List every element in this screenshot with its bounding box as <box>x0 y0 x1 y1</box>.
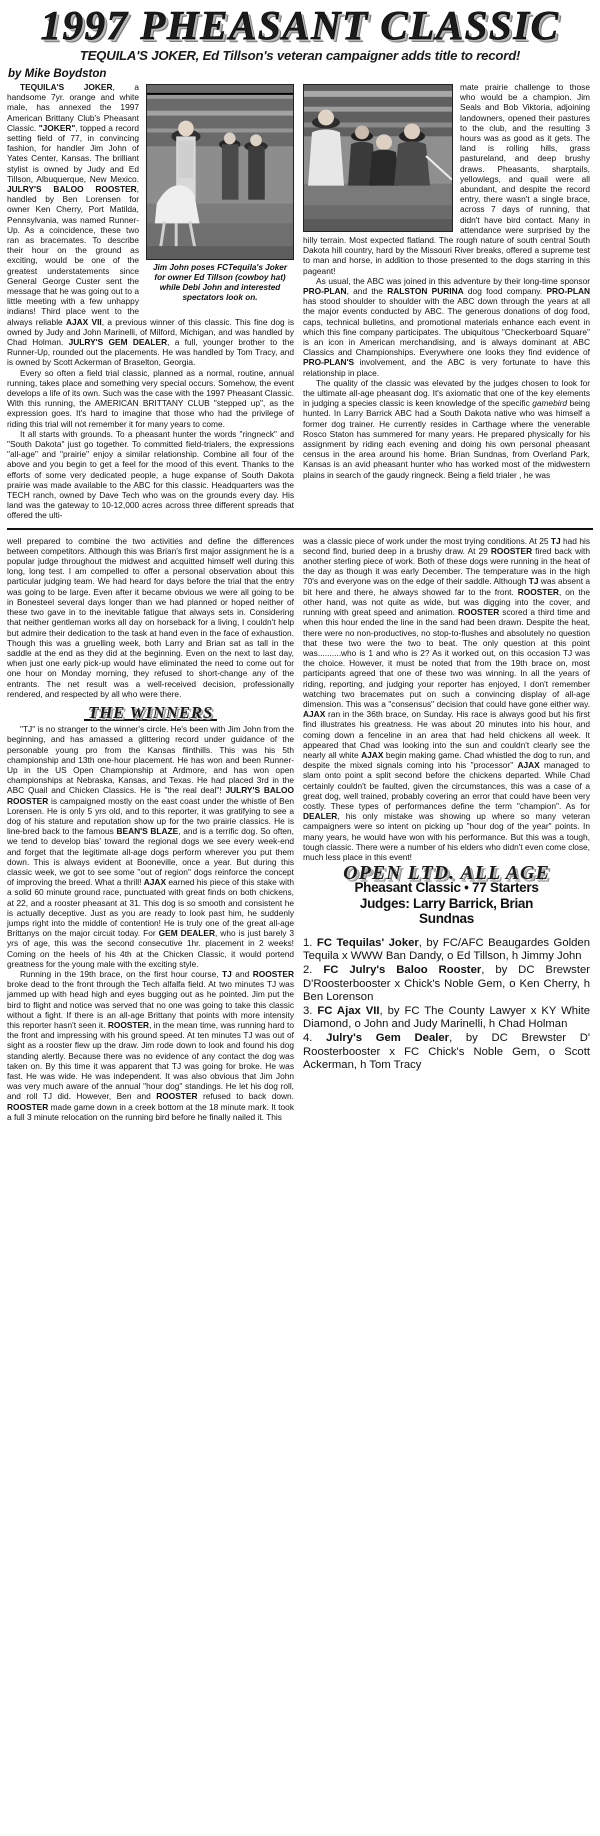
paragraph-three: It all starts with grounds. To a pheasant hunter the words "ringneck" and "South Dakota" just go together. To committed field-trialers, the expressions "all-age" and "prairie" enjoy a similar relationship. Combine all four of the above and you begin to get a feel for the mood of this event. Thanks to the efforts of some very dedicated people, a huge expanse of South Dakota prairie was made available to the ABC for this classic. Headquarters was the TECH ranch, owned by Dave Tech who was on the grounds every day. His land was the gateway to 10-12,000 acres across three different spreads that offered the ulti- <box>7 428 294 521</box>
gamebird-italic: gamebird <box>532 398 568 409</box>
brace-narrative <box>303 536 590 863</box>
results-detail: , by DC Brewster D'Roosterbooster x Chick's Noble Gem, o Ken Cherry, h Ben Lorenson <box>303 964 590 1004</box>
dog-beans-blaze: BEAN'S BLAZE <box>116 826 179 837</box>
results-subtitle <box>303 880 590 927</box>
b1e: fired back with another sterling piece of work. Both of these dogs were running in the heat of the day as though it was early December. The temperature was in the high 70's and everyone was on the edge of their saddle. Although <box>303 545 590 587</box>
paragraph-right-three <box>303 378 590 480</box>
results-dog-name: Julry's Gem Dealer <box>326 1032 450 1045</box>
left-column-bottom <box>7 536 294 1122</box>
results-place: 4. <box>303 1032 327 1045</box>
top-columns <box>0 82 600 521</box>
w2c: and <box>231 969 253 979</box>
r2e: dog food company. <box>463 286 547 296</box>
winners-paragraph-2 <box>7 969 294 1122</box>
left-column-top <box>7 82 294 521</box>
b1s: , his only mistake was showing up where so many veteran campaigners were so intent on picking up "hour dog of the year" points. In many years, he would have won with his performance. But this was a tough, tough classic. There were a number of his elders who didn't even come close, much less place in this event! <box>303 811 590 862</box>
b1o: begin making game. Chad whistled the dog to run, and despite the mixed signals coming into his "processor" <box>303 749 590 771</box>
sponsor-ralston-purina: RALSTON PURINA <box>387 286 464 296</box>
dog-baloo-rooster: JULRY'S BALOO ROOSTER <box>7 785 294 806</box>
photo-figure-group <box>303 84 453 232</box>
b1i: , on the other hand, was not quite as wide, but was digging into the cover, and running with great speed and animation. <box>303 586 590 618</box>
article-right-bottom <box>303 536 590 1073</box>
p1i: , a full, younger brother to the Runner-Up, rounded out the placements. He was handled by Tom Tracy, and is owned by Scott Ackerman of Braselton, Georgia. <box>7 337 295 368</box>
results-dog-name: FC Tequilas' Joker <box>316 936 419 949</box>
results-subtitle-line-3: Sundnas <box>419 911 474 927</box>
results-dog-name: FC Julry's Baloo Rooster <box>323 964 482 977</box>
w1i: , who is just barely 3 yrs of age, this was the second consecutive 1hr. placement in 2 weeks! Coming on the heels of his 4th at the Chicken Classic, it would portend greatness for the young male with the exciting style. <box>7 928 295 969</box>
w1e: , and is a terrific dog. So often, we tend to develop bias' toward the regional dogs we see every week-end and forget that the legitimate all-age dogs perform wherever you put them down. This is always evident at Booneville, once a year. But during this classic week, we got to see some "out of region" dogs reinforce the concept of improving the breed. What a thrill! <box>7 826 294 888</box>
paragraph-right-two <box>303 276 590 378</box>
b1: was a classic piece of work under the most trying conditions. At 25 <box>303 535 551 546</box>
results-title: OPEN LTD. ALL AGE <box>343 862 550 885</box>
bottom-columns <box>0 536 600 1122</box>
b1k: scored a third time and when this hour ended the line in the sand had been drawn. Despite the heat, there were no non-productives, no stop-to-flushes and absolutely no question that these two were the two to beat. The only question at this point was..........who is 1 and who is 2? As it worked out, on this occasion TJ was the choice. However, it must be noted that from the 19th brace on, most participants agreed that one of these two was winning. In all the years of riding, reporting, and judging your reporter has enjoyed, I don't remember watching two bracemates put on such a convincing display of all-age dimension. This was a "consensus" decision that could have gone either way. <box>303 607 590 709</box>
results-panel <box>303 862 591 1073</box>
results-subtitle-line-1: Pheasant Classic • 77 Starters <box>354 880 539 896</box>
article-right-top <box>303 82 590 480</box>
b1m: ran in the 36th brace, on Sunday. His race is always good but his first find illustrates his greatness. He was about 20 minutes into his hour, and coming down a fenceline in an area that had held chickens all week. It appeared that Chad was looking into the sun and couldn't clearly see the nearly all white <box>303 709 590 760</box>
b1q: managed to slam onto point a split second before the chickens departed. While Chad certainly couldn't be faulted, given the circumstances, this was a case of a great dog, well trained, probably covering an error that could have been very costly. These types of performances define the term "champion". As for <box>303 760 591 811</box>
results-entry <box>303 1005 590 1032</box>
p1h: JULRY'S GEM DEALER <box>68 337 168 348</box>
photo-caption: Jim John poses FCTequila's Joker for owner Ed Tillson (cowboy hat) while Debi John and interested spectators look on. <box>152 262 288 302</box>
results-entry <box>303 1032 590 1073</box>
article-paragraph-1 <box>7 82 294 521</box>
r2f: PRO-PLAN <box>546 286 591 296</box>
dog-rooster-6: ROOSTER <box>517 586 559 597</box>
r2a: As usual, the ABC was joined in this adventure by their long-time sponsor <box>316 275 590 286</box>
dog-ajax-2: AJAX <box>303 709 326 720</box>
page-subtitle: TEQUILA'S JOKER, Ed Tillson's veteran campaigner adds title to record! <box>79 47 521 63</box>
dog-rooster-4: ROOSTER <box>7 1101 49 1112</box>
p1a: , a handsome 7yr. orange and white male, has annexed the 1997 American Brittany Club's Pheasant Classic. <box>7 81 140 133</box>
dog-rooster-3: ROOSTER <box>156 1091 198 1102</box>
results-place: 1. <box>303 936 317 949</box>
w2g: , in the mean time, was running hard to the front and impressing with his ground speed. At ten minutes TJ was out of sight as a rooster flew up the draw. Jim rode down to look and found his dog standing alertly. Because there was no evidence of any contact the dog was taken on. By this time it was apparent that TJ was going for broke. He was fast. He was wide. He was independent. It was also obvious that Jim John was very much aware of the annual "hour dog" standings. He let his dog roll, and roll TJ did. However, Ben and <box>7 1020 294 1102</box>
results-entry <box>303 937 590 964</box>
results-detail: , by FC/AFC Beaugardes Golden Tequila x WWW Ban Dandy, o Ed Tillson, h Jimmy John <box>303 936 590 963</box>
dog-rooster-1: ROOSTER <box>252 969 294 979</box>
photo-image <box>147 85 293 259</box>
judges-paragraph: well prepared to combine the two activities and define the differences between competitors. Although this was Brian's first major assignment he is a popular judge throughout the midwest and acquitted himself well during this long, long test. I am compelled to offer a personal observation about this particular judging team. We had heard for days before the trial that the entry was going to be large. Even after it became obvious we were all going to be in Bonesteel several days longer than we had planned or hoped neither of these two gave in to the inevitable fatigue that always sets in. Considering that neither gentleman works all day on horseback for a living, I couldn't help but admire their dedication to the task at hand even in the face of exhaustion. Though this was a gruelling week, both Larry and Brian sat as tall in the saddle at the end as they did at the beginning. Even on the next to last day, when just one early pick-up would have eliminated the need to come out for one hour on Monday morning, they refused to short-change any of the entrants. The net result was a well-received decision, professionally rendered, and respected by all who were there. <box>7 535 294 699</box>
paragraph-two: Every so often a field trial classic, planned as a normal, routine, annual running, takes place and something very special occurs. Somehow, the event develops a life of its own. Such was the case with the 1997 Pheasant Classic. With this running, the AMERICAN BRITTANY CLUB "stepped up", as the expression goes. It's hard to imagine that those who had the privilege of riding this trial will not remember it for many years to come. <box>7 367 294 429</box>
b1g: was absent a bit here and there, he always showed far to the front. <box>303 576 590 597</box>
dog-dealer: DEALER <box>303 811 338 822</box>
p1g: , a previous winner of this classic. This fine dog is owned by Judy and John Marinelli, of Milford, Michigan, and was handled by Chad Holman. <box>7 316 294 348</box>
p1d: JULRY'S BALOO ROOSTER <box>7 183 137 194</box>
r2g: has stood shoulder to shoulder with the ABC down through the years at all the major events conducted by ABC. The generous donations of dog food, caps, technical bulletins, and promotional materials enhance each event in which this fine company participates. The ubiquitous "Checkerboard Square" is an icon in American merchandising, and is always dominant at ABC Classics and Championships. Everywhere one looks they find evidence of <box>303 296 590 358</box>
photo-group-at-rail <box>303 84 453 232</box>
r3c: being hunted. In Larry Barrick ABC had a South Dakota native who was himself a former dog trainer. He currently resides in Carthage where the venerable Rosco Staton has summered for many years. He prepared physically for his assignment by riding each evening and doing his own personal pheasant census in the area around his home. Brian Sundnas, from Overland Park, Kansas is an avid pheasant hunter who has worked most of the midwestern plains in search of the gaudy ringneck. Being a field trialer , he was <box>303 398 590 480</box>
sponsor-pro-plan: PRO-PLAN <box>303 286 347 296</box>
results-entry <box>303 964 590 1005</box>
w2a: Running in the 19th brace, on the first hour course, <box>20 969 223 979</box>
dog-rooster-5: ROOSTER <box>490 545 533 556</box>
dog-ajax-3: AJAX <box>361 749 384 760</box>
dog-ajax: AJAX <box>143 877 167 888</box>
w1g: earned his piece of this stake with a solid 60 minute ground race, punctuated with great finds on both chickens, at 22, and a rooster pheasant at 31. This dog is so smooth and consistent he is actually deceptive. Just as you are ready to look past him, he suddenly jumps right into the middle of contention! He is truly one of the great all-age Brittanys on the major circuit today. For <box>7 877 294 939</box>
dog-tj-1: TJ <box>222 969 232 979</box>
photo-image-group <box>304 85 452 231</box>
b1c: had his second find, buried deep in a brushy draw. At 29 <box>303 535 590 556</box>
results-detail: , by DC Brewster D' Roosterbooster x FC Chick's Noble Gem, o Scott Ackerman, h Tom Tracy <box>303 1032 591 1072</box>
dog-gem-dealer: GEM DEALER <box>158 928 215 939</box>
winners-heading: THE WINNERS <box>84 708 217 721</box>
winners-heading-wrap <box>7 702 294 722</box>
article-left-bottom <box>7 536 294 1122</box>
masthead <box>0 0 600 63</box>
right-column-top <box>303 82 590 521</box>
dog-tj-3: TJ <box>528 576 539 587</box>
r2i: involvement, and the ABC is very fortunate to have this relationship in place. <box>303 357 590 378</box>
results-list <box>303 937 590 1073</box>
section-divider <box>7 528 593 530</box>
w1c: is campaigned mostly on the east coast under the whistle of Ben Lorensen. He is only 5 yrs old, and to this reporter, it was gratifying to see a dog of his stature and reputation show up for the two prairie classics. He is line-bred back to the famous <box>7 795 294 837</box>
results-subtitle-line-2: Judges: Larry Barrick, Brian <box>359 895 534 911</box>
p1e: , handled by Ben Lorensen for owner Ken Cherry, Port Matilda, Pennsylvania, was named Runner-Up. As a coincidence, these two ran as bracemates. To describe their hour on the ground as exciting, would be one of the greatest understatements since General George Custer sent the message that he was going out to a little meeting with a few unhappy indians! Third place went to the always reliable <box>7 183 139 327</box>
results-dog-name: FC Ajax VII <box>317 1004 380 1017</box>
winners-paragraph-1 <box>7 724 294 969</box>
page-title: 1997 PHEASANT CLASSIC <box>40 2 560 48</box>
dog-ajax-4: AJAX <box>517 760 540 771</box>
w2e: broke dead to the front through the Tech alfalfa field. At two minutes TJ was jammed up with head high and eyes bugging out as he pointed. Jim put the bird to flight and notice was served that no one was going to take this classic without a fight. If there is an all-age Brittany that points with more intensity this reporter hasn't seen it. <box>7 979 294 1031</box>
p1b: "JOKER" <box>38 122 76 133</box>
w2i: refused to back down. <box>197 1091 294 1102</box>
photo-jim-john-posing <box>146 84 294 260</box>
photo-figure-main <box>146 84 294 307</box>
dog-rooster-2: ROOSTER <box>107 1020 150 1031</box>
dog-tj-2: TJ <box>550 535 561 546</box>
results-place: 3. <box>303 1004 318 1017</box>
results-detail: , by FC The County Lawyer x KY White Diamond, o John and Judy Marinelli, h Chad Holman <box>303 1004 591 1031</box>
results-place: 2. <box>303 964 324 977</box>
r3a: The quality of the classic was elevated by the judges chosen to look for the ultimate all-age pheasant dog. It's axiomatic that one of the key elements in judging a species classic is keen knowledge of the specific <box>303 377 590 409</box>
byline: by Mike Boydston <box>8 67 107 80</box>
r2h: PRO-PLAN'S <box>303 357 355 368</box>
paragraph-right-one: mate prairie challenge to those who would be a champion. Jim Seals and Bob Viktoria, adjoining landowners, opened their pastures to the club, and the resulting 3 hours was as good as it gets. The land is rolling hills, grass pastureland, and deep brushy draws. Pheasants, sharptails, yellowlegs, and quail were all abundant, and despite the record entry, there wasn't a single brace, across 7 days of running, that didn't have bird contact. Many in attendance were surprised by the hilly terrain. Most expected flatland. The rough nature of south central South Dakota hill country, hard by the Missouri River breaks, offered a supreme test to man and horse, in addition to those presented to the dogs starring in this pageant! <box>303 81 590 276</box>
dog-rooster-7: ROOSTER <box>458 607 500 618</box>
w1a: "TJ" is no stranger to the winner's circle. He's been with Jim John from the beginning, and has amassed a glittering record under guidance of the personable young pro from the Kansas flinthills. This was his 5th championship and 13th one-hour placement. He has won and been Runner-Up in the US Open Championship at Ardmore, and has won open championships at Nebraska, Kansas, and Texas. He had placed 3rd in the ABC Quail and Chicken Classics. He is "the real deal"! <box>7 724 294 796</box>
p1c: , topped a record setting field of 77, in convincing fashion, for handler Jim John of Yates Center, Kansas. The brilliant stylist is owned by Judy and Ed Tillson, Albuquerque, New Mexico. <box>7 122 139 184</box>
lead-dog-name: TEQUILA'S JOKER <box>20 81 113 92</box>
r2c: , and the <box>346 286 388 296</box>
p1f: AJAX VII <box>65 316 102 327</box>
w2k: made game down in a creek bottom at the 18 minute mark. It took a full 3 minute relocation on the running bird before he finally nailed it. This <box>7 1101 294 1122</box>
right-column-bottom <box>303 536 590 1122</box>
